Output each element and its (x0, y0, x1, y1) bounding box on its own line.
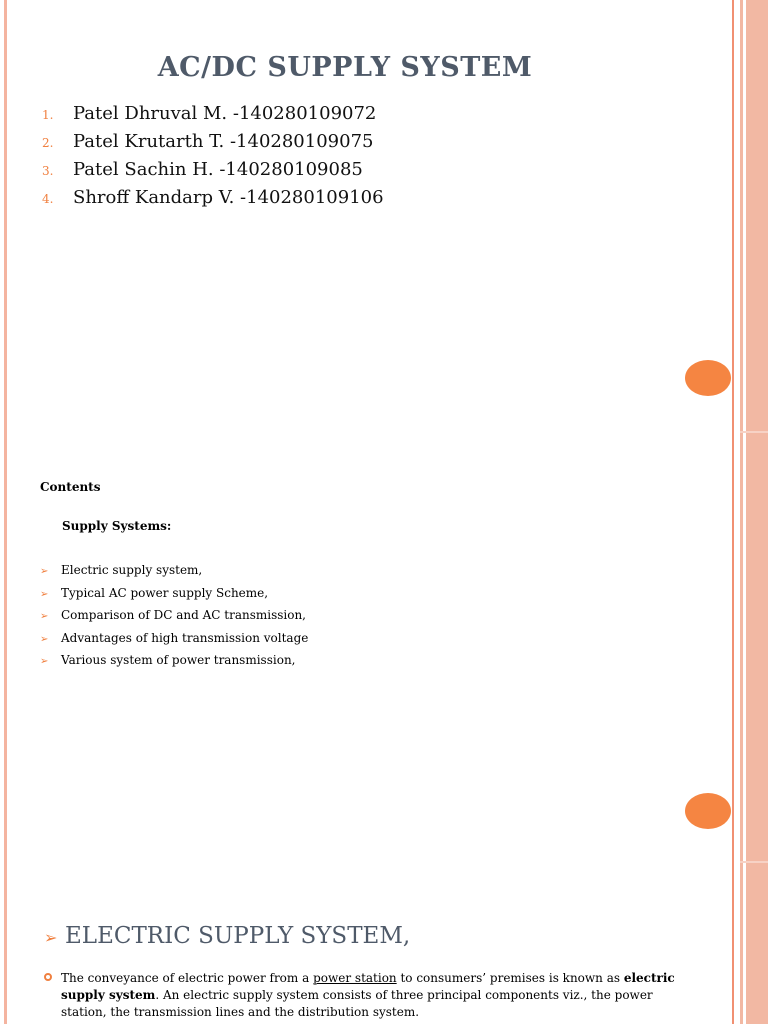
bullet-text: Various system of power transmission, (61, 653, 296, 667)
paragraph-text-part: The conveyance of electric power from a (61, 971, 314, 985)
arrow-bullet-icon: ➢ (40, 611, 49, 622)
bullet-text: Typical AC power supply Scheme, (61, 585, 269, 600)
arrow-bullet-icon: ➢ (40, 566, 49, 577)
orange-dot-icon (685, 793, 731, 829)
member-list (42, 103, 384, 215)
list-number: 4. (42, 192, 54, 206)
slide-title: AC/DC SUPPLY SYSTEM (157, 52, 533, 83)
paragraph (44, 970, 684, 1021)
member-text: Shroff Kandarp V. -140280109106 (73, 187, 384, 208)
bullet-text: Electric supply system, (61, 563, 203, 577)
list-item (42, 159, 384, 187)
slide-separator (740, 431, 768, 433)
arrow-bullet-icon: ➢ (44, 928, 58, 947)
paragraph-text-part: . An electric supply system consists of three principal components viz., the power station, the transmission lines and the distribution system. (61, 988, 653, 1019)
contents-heading: Contents (40, 480, 101, 494)
member-text: Patel Krutarth T. -140280109075 (73, 131, 374, 152)
arrow-bullet-icon: ➢ (40, 656, 49, 667)
contents-subheading: Supply Systems: (62, 519, 172, 533)
bullet-text: Comparison of DC and AC transmission, (61, 608, 306, 622)
list-item (40, 563, 308, 586)
contents-list (40, 563, 308, 676)
list-item (40, 608, 308, 631)
left-border-line (4, 0, 7, 1024)
list-item (42, 131, 384, 159)
power-station-link[interactable]: power station (313, 971, 397, 985)
arrow-bullet-icon: ➢ (40, 588, 49, 600)
section-heading-text: ELECTRIC SUPPLY SYSTEM, (65, 923, 411, 949)
list-number: 2. (42, 136, 54, 150)
circle-bullet-icon (44, 970, 61, 1021)
list-item (40, 631, 308, 654)
section-heading (44, 923, 410, 949)
bullet-text: Advantages of high transmission voltage (61, 630, 309, 645)
right-accent-line-white (743, 0, 746, 1024)
list-item (42, 103, 384, 131)
arrow-bullet-icon: ➢ (40, 633, 49, 645)
list-item (40, 653, 308, 676)
paragraph-text-part: to consumers’ premises is known as (396, 971, 624, 985)
member-text: Patel Dhruval M. -140280109072 (73, 103, 377, 124)
orange-dot-icon (685, 360, 731, 396)
list-number: 1. (42, 108, 54, 122)
list-number: 3. (42, 164, 54, 178)
list-item (40, 586, 308, 609)
paragraph-text (61, 970, 684, 1021)
member-text: Patel Sachin H. -140280109085 (73, 159, 363, 180)
paragraph-bold-term: electric supply system (61, 971, 675, 1002)
list-item (42, 187, 384, 215)
right-accent-line (732, 0, 734, 1024)
slide-separator (740, 861, 768, 863)
